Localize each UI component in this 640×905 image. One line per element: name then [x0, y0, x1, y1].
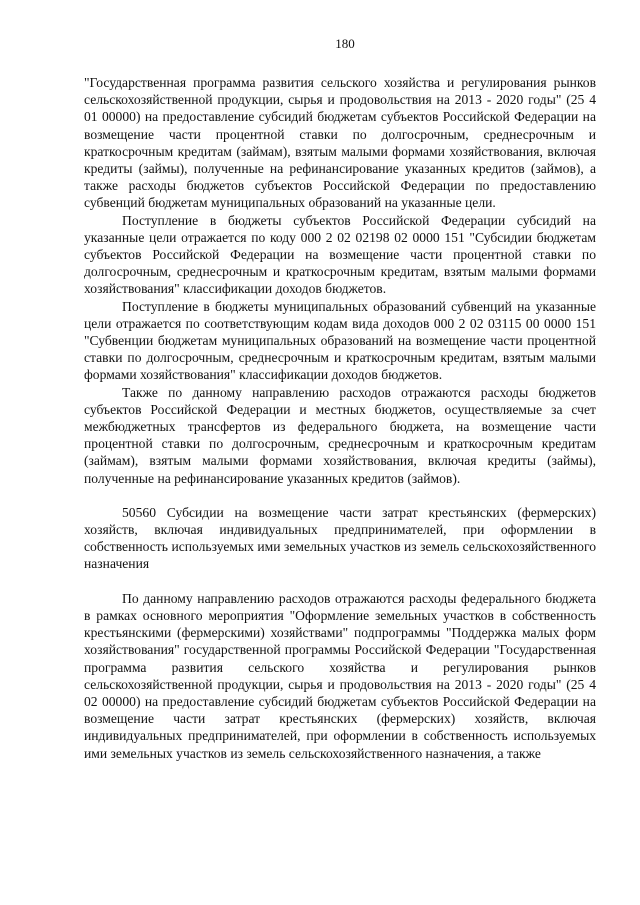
section-spacer [84, 573, 596, 590]
section-spacer [84, 487, 596, 504]
paragraph-federal-budget-expenses: По данному направлению расходов отражаются расходы федерального бюджета в рамках основного мероприятия "Оформление земельных участков в собственность крестьянскими (фермерскими) хозяйствами" подпрограммы "Поддержка малых форм хозяйствования" государственной программы Российской Федерации "Государственная программа развития сельского хозяйства и регулирования рынков сельскохозяйственной продукции, сырья и продовольствия на 2013 - 2020 годы" (25 4 02 00000) на предоставление субсидий бюджетам субъектов Российской Федерации на возмещение части затрат крестьянских (фермерских) хозяйств, включая индивидуальных предпринимателей, при оформлении в собственность используемых ими земельных участков из земель сельскохозяйственного назначения, а также [84, 590, 596, 761]
section-heading-50560: 50560 Субсидии на возмещение части затрат крестьянских (фермерских) хозяйств, включая индивидуальных предпринимателей, при оформлении в собственность используемых ими земельных участков из земель сельскохозяйственного назначения [84, 504, 596, 572]
page-number: 180 [335, 36, 355, 51]
paragraph-subsidies-revenue: Поступление в бюджеты субъектов Российской Федерации субсидий на указанные цели отражается по коду 000 2 02 02198 02 0000 151 "Субсидии бюджетам субъектов Российской Федерации на возмещение части процентной ставки по долгосрочным, среднесрочным и краткосрочным кредитам, взятым малыми формами хозяйствования" классификации доходов бюджетов. [84, 212, 596, 297]
paragraph-program-continuation: "Государственная программа развития сельского хозяйства и регулирования рынков сельскохозяйственной продукции, сырья и продовольствия на 2013 - 2020 годы" (25 4 01 00000) на предоставление субсидий бюджетам субъектов Российской Федерации на возмещение части процентной ставки по долгосрочным, среднесрочным и краткосрочным кредитам (займам), взятым малыми формами хозяйствования, включая кредиты (займы), полученные на рефинансирование указанных кредитов (займов), а также расходы бюджетов субъектов Российской Федерации по предоставлению субвенций бюджетам муниципальных образований на указанные цели. [84, 75, 596, 211]
paragraph-subventions-revenue: Поступление в бюджеты муниципальных образований субвенций на указанные цели отражается по соответствующим кодам вида доходов 000 2 02 03115 00 0000 151 "Субвенции бюджетам муниципальных образований на возмещение части процентной ставки по долгосрочным, среднесрочным и краткосрочным кредитам, взятым малыми формами хозяйствования" классификации доходов бюджетов. [84, 298, 596, 383]
paragraph-interbudget-transfers: Также по данному направлению расходов отражаются расходы бюджетов субъектов Российской Федерации и местных бюджетов, осуществляемые за счет межбюджетных трансфертов из федерального бюджета, на возмещение части процентной ставки по долгосрочным, среднесрочным и краткосрочным кредитам (займам), взятым малыми формами хозяйствования, включая кредиты (займы), полученные на рефинансирование указанных кредитов (займов). [84, 384, 596, 486]
